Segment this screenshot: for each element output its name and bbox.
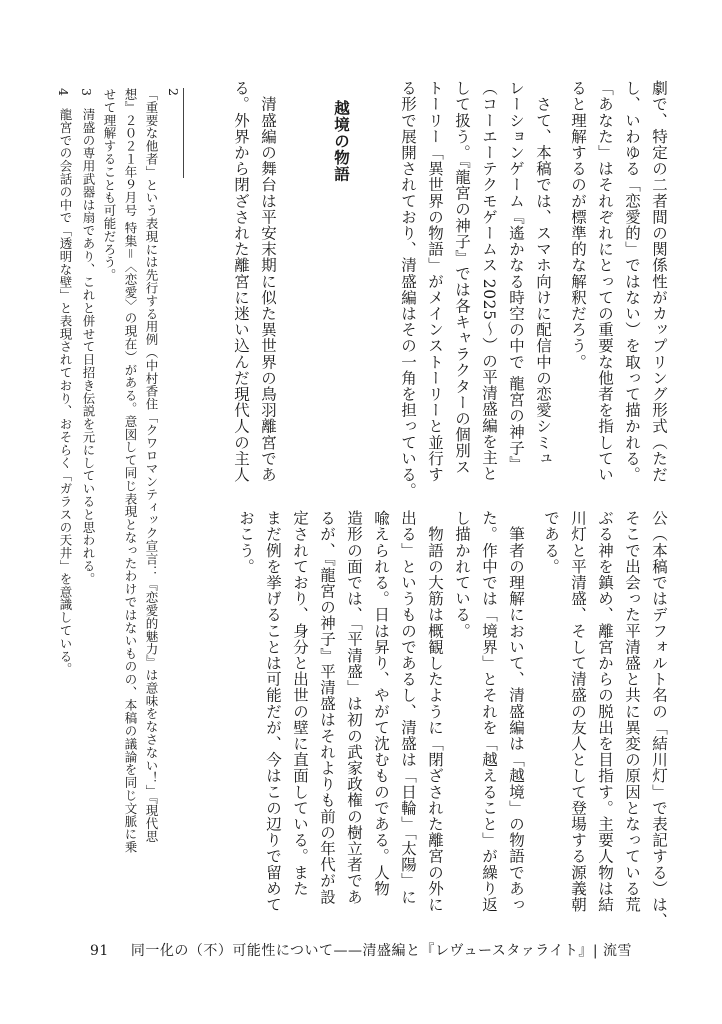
footnote-line: 龍宮での会話の中で「透明な壁」と表現されており、おそらく「ガラスの天井」を意識している。	[58, 108, 73, 676]
body-line: 造形の面では、「平清盛」は初の武家政権の樹立者であ	[345, 510, 363, 905]
footnote-number: 2	[166, 88, 181, 96]
body-line: た。作中では「境界」とそれを「越えること」が繰り返	[480, 510, 498, 913]
body-line: 清盛編の舞台は平安末期に似た異世界の鳥羽離宮であ	[259, 80, 277, 483]
footnote-line: 「重要な他者」という表現には先行する用例（中村香住「クワロマンティック宣言：『恋愛的魅力』は意味をなさない！」『現代思	[144, 88, 159, 843]
body-line: る形で展開されており、清盛編はその一角を担っている。	[399, 80, 417, 499]
body-line: おこう。	[237, 510, 255, 575]
body-line: ると理解するのが標準的な解釈だろう。	[569, 80, 587, 370]
body-line: 「あなた」はそれぞれにとっての重要な他者を指してい	[596, 80, 614, 483]
body-line: 公（本稿ではデフォルト名の「結川灯」で表記する）は、	[650, 510, 668, 929]
body-line: 出る」というものであるし、清盛は「日輪」「太陽」に	[399, 510, 417, 905]
body-line: し描かれている。	[453, 510, 471, 639]
section-heading: 越境の物語	[332, 100, 350, 183]
page-footer	[90, 940, 632, 960]
body-line: トーリー「異世界の物語」がメインストーリーと並行す	[426, 80, 444, 483]
body-line: 物語の大筋は概観したように「閉ざされた離宮の外に	[426, 510, 444, 913]
body-line: 川灯と平清盛、そして清盛の友人として登場する源義朝	[569, 510, 587, 913]
body-line: である。	[542, 510, 560, 575]
footnote-number: 4	[56, 88, 71, 96]
body-line: （コーエーテクモゲームス 2025〜）の平清盛編を主と	[480, 80, 498, 482]
body-line: ぶる神を鎮め、離宮からの脱出を目指す。主要人物は結	[596, 510, 614, 913]
footnote-line: 想』２０２１年９月号 特集＝〈恋愛〉の現在）がある。意図して同じ表現となったわけではないものの、本稿の議論を同じ文脈に乗	[123, 88, 138, 854]
footnote-number: 3	[79, 88, 94, 96]
body-line: 喩えられる。日は昇り、やがて沈むものである。人物	[372, 510, 390, 897]
body-line: 定されており、身分と出世の壁に直面している。また	[291, 510, 309, 897]
body-line: して扱う。『龍宮の神子』では各キャラクターの個別ス	[453, 80, 471, 475]
body-line: まだ例を挙げることは可能だが、今はこの辺りで留めて	[264, 510, 282, 913]
body-line: 劇で、特定の二者間の関係性がカップリング形式（ただ	[650, 80, 668, 483]
body-line: るが、『龍宮の神子』平清盛はそれよりも前の年代が設	[318, 510, 336, 905]
body-line: さて、本稿では、スマホ向けに配信中の恋愛シミュ	[534, 80, 552, 467]
footnote-line: 清盛の専用武器は扇であり、これと併せて日招き伝説を元にしていると思われる。	[81, 108, 96, 586]
body-line: し、いわゆる「恋愛的」ではない）を取って描かれる。	[623, 80, 641, 483]
running-title: 同一化の（不）可能性について——清盛編と『レヴュースタァライト』| 流雪	[130, 943, 633, 959]
body-line: そこで出会った平清盛と共に異変の原因となっている荒	[623, 510, 641, 913]
footnote-line: せて理解することも可能だろう。	[102, 88, 117, 282]
footnote-divider	[183, 88, 184, 178]
body-line: る。外界から閉ざされた離宮に迷い込んだ現代人の主人	[232, 80, 250, 483]
page-number: 91	[90, 943, 109, 959]
body-line: 筆者の理解において、清盛編は「越境」の物語であっ	[507, 510, 525, 913]
body-line: レーションゲーム『遙かなる時空の中で 龍宮の神子』	[507, 80, 525, 472]
